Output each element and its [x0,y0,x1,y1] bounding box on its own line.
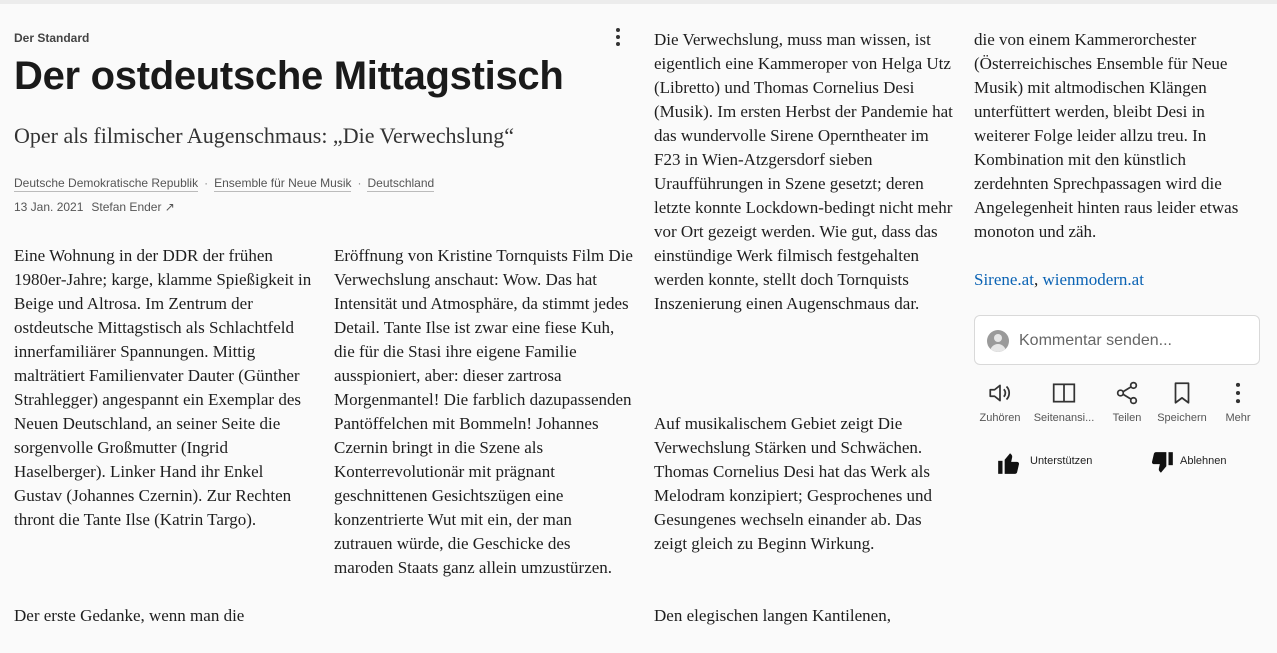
article-subtitle: Oper als filmischer Augenschmaus: „Die Verwechslung“ [14,123,514,148]
thumbs-down-icon [1149,450,1175,476]
listen-button[interactable] [969,380,1031,424]
downvote-button[interactable] [1149,450,1259,476]
share-button[interactable] [1096,380,1158,424]
action-label: Zuhören [979,412,1021,424]
action-label: Speichern [1157,412,1207,424]
action-label: Teilen [1112,412,1142,424]
speaker-icon [987,380,1013,406]
paragraph: Auf musikalischem Gebiet zeigt Die Verwechslung Stärken und Schwächen. Thomas Cornelius Desi hat das Werk als Melodram konzipiert; Gesprochenes und Gesungenes wechseln einander ab. Das zeigt gleich zu Beginn Wirkung. [654,414,933,553]
page-view-button[interactable] [1033,380,1095,424]
tag-separator: · [357,176,362,190]
more-button[interactable] [1207,380,1269,424]
paragraph: Der erste Gedanke, wenn man die [14,606,245,625]
paragraph: Eine Wohnung in der DDR der frühen 1980er-Jahre; karge, klamme Spießigkeit in Beige und Altrosa. Im Zentrum der ostdeutsche Mittagstisch als Schlachtfeld innerfamiliärer Spannungen. Mittig malträtiert Familienvater Dauter (Günther Strahlegger) angespannt ein Exemplar des Neuen Deutschland, an seiner Seite die sorgenvolle Großmutter (Ingrid Haselberger). Linker Hand ihr Enkel Gustav (Johannes Czernin). Zur Rechten thront die Tante Ilse (Katrin Targo). [14,246,312,529]
upvote-button[interactable] [996,450,1136,476]
share-icon [1114,380,1140,406]
bookmark-icon [1169,380,1195,406]
paragraph: Den elegischen langen Kantilenen, [654,606,891,625]
link-separator: , [1033,270,1043,289]
paragraph: Die Verwechslung, muss man wissen, ist eigentlich eine Kammeroper von Helga Utz (Libretto) und Thomas Cornelius Desi (Musik). Im ersten Herbst der Pandemie hat das wundervolle Sirene Operntheater im F23 in Wien-Atzgersdorf sieben Uraufführungen in Szene gesetzt; deren letzte konnte Lockdown-bedingt nicht mehr vor Ort gezeigt werden. Wie gut, dass das einstündige Werk filmisch festgehalten werden konnte, stellt doch Tornquists Inszenierung einen Augenschmaus dar. [654,30,953,313]
link-wienmodern[interactable]: wienmodern.at [1042,270,1144,289]
publication-name: Der Standard [14,31,90,45]
paragraph: Eröffnung von Kristine Tornquists Film Die Verwechslung anschaut: Wow. Das hat Intensität und Atmosphäre, da stimmt jedes Detail. Tante Ilse ist zwar eine fiese Kuh, die für die Stasi ihre eigene Familie ausspioniert, aber: dieser zartrosa Morgenmantel! Die farblich dazupassenden Pantöffelchen mit Bommeln! Johannes Czernin bringt in die Szene als Konterrevolutionär mit prägnant geschnittenen Gesichtszügen eine konzentrierte Wut mit ein, der man zutrauen würde, die Geschicke des maroden Staats ganz allein umzustürzen. [334,246,633,577]
publish-date: 13 Jan. 2021 [14,200,84,214]
comment-input[interactable] [974,315,1260,365]
tag-ensemble[interactable]: Ensemble für Neue Musik [214,176,352,190]
author-link[interactable]: Stefan Ender ↗ [91,200,175,214]
tag-deutschland[interactable]: Deutschland [367,176,435,190]
paragraph: die von einem Kammerorchester (Österreichisches Ensemble für Neue Musik) mit altmodischen Klängen unterfüttert werden, bleibt Desi in weiterer Folge leider allzu treu. In Kombination mit den künstlich zerdehnten Sprechpassagen wird die Angelegenheit hinten raus leider etwas monoton und zäh. [974,30,1239,241]
comment-placeholder: Kommentar senden... [1019,332,1172,349]
top-divider [0,0,1277,4]
link-sirene[interactable]: Sirene.at [974,270,1034,289]
book-open-icon [1051,380,1077,406]
avatar-icon [987,330,1009,352]
article-menu-icon[interactable] [610,26,626,48]
thumbs-up-icon [996,450,1022,476]
action-bar [974,380,1264,428]
article-title: Der ostdeutsche Mittagstisch [14,54,564,98]
save-button[interactable] [1151,380,1213,424]
upvote-label: Unterstützen [1030,455,1093,467]
action-label: Seitenansi... [1033,412,1095,424]
action-label: Mehr [1225,412,1251,424]
tag-separator: · [204,176,209,190]
more-vertical-icon [1225,380,1251,406]
topic-tags [14,176,634,190]
tag-ddr[interactable]: Deutsche Demokratische Republik [14,176,199,190]
downvote-label: Ablehnen [1180,455,1227,467]
links-paragraph [974,268,1274,292]
article-meta [14,200,175,214]
